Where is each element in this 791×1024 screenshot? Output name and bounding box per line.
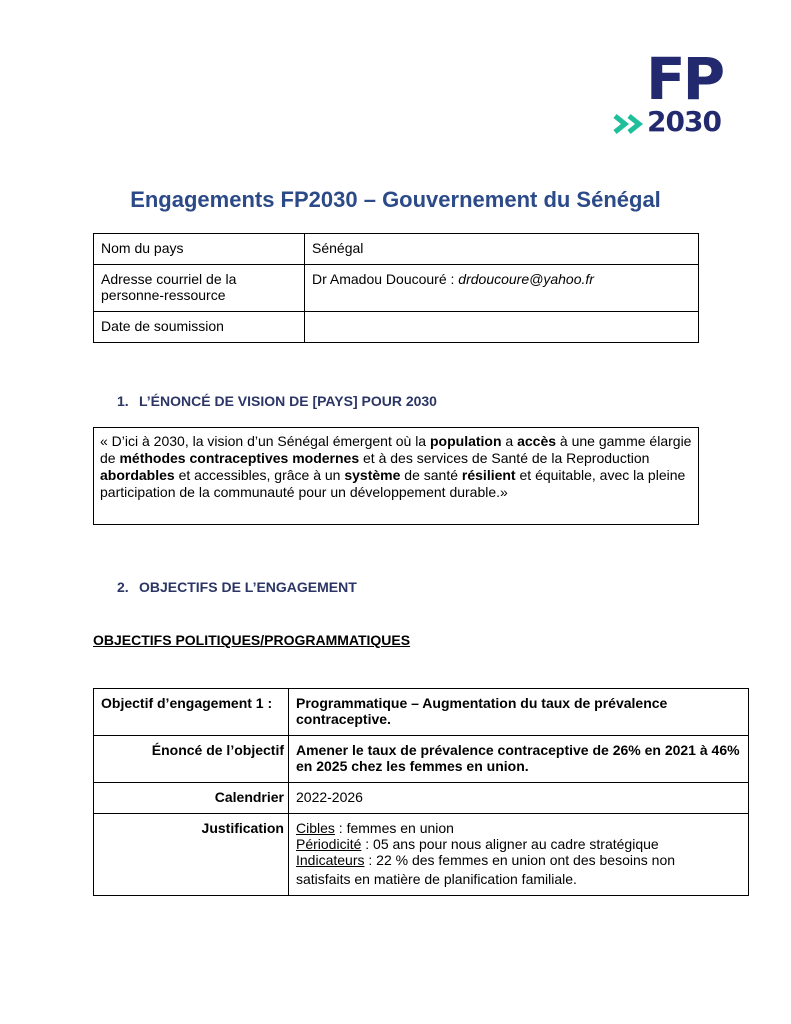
vision-text: à une gamme élargie de <box>100 433 692 466</box>
calendar-value: 2022-2026 <box>289 783 749 814</box>
table-cell-label: Nom du pays <box>94 234 305 265</box>
table-row <box>94 265 699 312</box>
cibles-value: : femmes en union <box>334 820 454 836</box>
cibles-label: Cibles <box>296 820 335 836</box>
vision-emphasis: système <box>344 467 401 483</box>
objective-value: Programmatique – Augmentation du taux de prévalence contraceptive. <box>289 689 749 736</box>
justification-line <box>296 852 741 868</box>
info-table <box>93 233 699 343</box>
vision-emphasis: accès <box>517 433 557 449</box>
periodicite-label: Périodicité <box>296 836 362 852</box>
indicateurs-value: : 22 % des femmes en union ont des besoins non <box>364 852 676 868</box>
vision-text: de santé <box>400 467 462 483</box>
section-title: OBJECTIFS DE L’ENGAGEMENT <box>139 579 357 595</box>
vision-text: et accessibles, grâce à un <box>174 467 345 483</box>
vision-text: et équitable, avec la pleine participation de la communauté pour un développement durable.» <box>100 467 686 500</box>
subheading-policy-objectives: OBJECTIFS POLITIQUES/PROGRAMMATIQUES <box>93 632 411 648</box>
chevron-double-right-icon <box>612 113 648 135</box>
vision-emphasis: méthodes contraceptives modernes <box>119 450 360 466</box>
vision-emphasis: population <box>429 433 502 449</box>
periodicite-value: : 05 ans pour nous aligner au cadre stratégique <box>361 836 659 852</box>
vision-text: « D’ici à 2030, la vision d’un Sénégal émergent où la <box>100 433 430 449</box>
table-row <box>94 736 749 783</box>
justification-line <box>296 836 741 852</box>
section-heading-1 <box>117 393 437 409</box>
section-heading-2 <box>117 579 357 595</box>
objective-statement-value: Amener le taux de prévalence contraceptive de 26% en 2021 à 46% en 2025 chez les femmes en union. <box>289 736 749 783</box>
table-row <box>94 689 749 736</box>
logo-fp-text: FP <box>646 45 723 113</box>
indicateurs-label: Indicateurs <box>296 852 365 868</box>
justification-value <box>289 814 749 896</box>
table-cell-value: Sénégal <box>305 234 699 265</box>
objective-table <box>93 688 749 896</box>
section-title: L’ÉNONCÉ DE VISION DE [PAYS] POUR 2030 <box>139 393 437 409</box>
contact-email: drdoucoure@yahoo.fr <box>458 271 594 287</box>
contact-name: Dr Amadou Doucouré : <box>312 271 459 287</box>
vision-emphasis: abordables <box>100 467 175 483</box>
fp2030-logo <box>612 45 742 140</box>
vision-text: et à des services de Santé de la Reproduction <box>359 450 650 466</box>
justification-line <box>296 820 741 836</box>
page-title: Engagements FP2030 – Gouvernement du Sénégal <box>130 187 661 212</box>
table-cell-label: Adresse courriel de la personne-ressource <box>94 265 305 312</box>
table-row <box>94 814 749 896</box>
submission-date-value <box>305 312 699 343</box>
calendar-label: Calendrier <box>94 783 289 814</box>
table-row <box>94 783 749 814</box>
vision-statement-box <box>93 427 699 525</box>
table-cell-value <box>305 265 699 312</box>
justification-label: Justification <box>94 814 289 896</box>
justification-line: satisfaits en matière de planification familiale. <box>296 871 577 887</box>
vision-text: a <box>501 433 518 449</box>
section-number: 1. <box>117 393 129 409</box>
section-number: 2. <box>117 579 129 595</box>
table-cell-label: Date de soumission <box>94 312 305 343</box>
objective-label: Objectif d’engagement 1 : <box>94 689 289 736</box>
logo-year-text: 2030 <box>647 105 721 138</box>
table-row <box>94 312 699 343</box>
objective-statement-label: Énoncé de l’objectif <box>94 736 289 783</box>
vision-emphasis: résilient <box>461 467 516 483</box>
table-row <box>94 234 699 265</box>
